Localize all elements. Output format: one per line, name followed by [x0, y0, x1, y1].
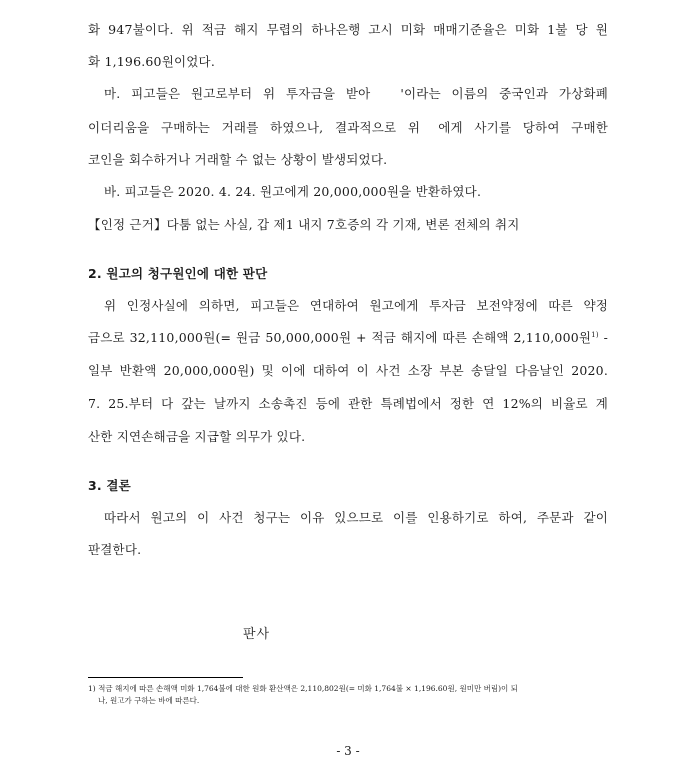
body-text: 7. 25.부터 다 갚는 날까지 소송촉진 등에 관한 특례법에서 정한 연 12%의 비율로 계 — [88, 396, 608, 411]
footnote-line: 1) 적금 해지에 따른 손해액 미화 1,764불에 대한 원화 환산액은 2,110,802원(= 미화 1,764불 × 1,196.60원, 원미만 버림)이 되 — [88, 684, 518, 693]
body-text: - — [598, 330, 608, 345]
footnote-ref[interactable]: 1) — [591, 331, 599, 339]
body-text: 위 인정사실에 의하면, 피고들은 연대하여 원고에게 투자금 보전약정에 따른 약정 — [104, 298, 608, 313]
body-line — [88, 21, 608, 39]
body-line — [104, 297, 608, 315]
body-line — [88, 541, 141, 559]
body-line — [88, 329, 608, 347]
body-text: 코인을 회수하거나 거래할 수 없는 상황이 발생되었다. — [88, 152, 388, 167]
body-text: 이더리움을 구매하는 거래를 하였으나, 결과적으로 위 — [88, 120, 421, 135]
body-text: 산한 지연손해금을 지급할 의무가 있다. — [88, 429, 306, 444]
body-text: 마. 피고들은 원고로부터 위 투자금을 받아 — [104, 86, 371, 101]
body-line — [104, 183, 481, 201]
page-number: - 3 - — [336, 744, 360, 758]
body-line — [88, 428, 305, 446]
body-text: '이라는 이름의 중국인과 가상화폐 — [400, 86, 608, 101]
body-text: 에게 사기를 당하여 구매한 — [438, 120, 609, 135]
section-heading — [88, 477, 131, 495]
body-line — [104, 85, 608, 103]
evidence-note — [88, 216, 520, 234]
body-text: 【인정 근거】다툼 없는 사실, 갑 제1 내지 7호증의 각 기재, 변론 전체의 취지 — [88, 217, 520, 232]
body-line — [88, 119, 608, 137]
body-text: 화 947불이다. 위 적금 해지 무렵의 하나은행 고시 미화 매매기준율은 미화 1불 당 원 — [88, 22, 608, 37]
body-text: 화 1,196.60원이었다. — [88, 54, 215, 69]
footnote-line: 나, 원고가 구하는 바에 따른다. — [98, 696, 200, 705]
body-line — [88, 151, 387, 169]
judge-signature-label: 판사 — [243, 627, 271, 642]
body-text: 일부 반환액 20,000,000원) 및 이에 대하여 이 사건 소장 부본 송달일 다음날인 2020. — [88, 363, 608, 378]
body-line — [88, 395, 608, 413]
section-heading-text: 2. 원고의 청구원인에 대한 판단 — [88, 266, 268, 281]
body-text: 판결한다. — [88, 542, 142, 557]
body-text: 바. 피고들은 2020. 4. 24. 원고에게 20,000,000원을 반환하였다. — [104, 184, 482, 199]
body-line — [88, 362, 608, 380]
body-text: 따라서 원고의 이 사건 청구는 이유 있으므로 이를 인용하기로 하여, 주문과 같이 — [104, 510, 608, 525]
body-line — [104, 509, 608, 527]
section-heading-text: 3. 결론 — [88, 478, 131, 493]
footnote-divider — [88, 677, 243, 678]
body-line — [88, 53, 215, 71]
body-text: 금으로 32,110,000원(= 원금 50,000,000원 + 적금 해지에 따른 손해액 2,110,000원 — [88, 330, 592, 345]
section-heading — [88, 265, 267, 283]
